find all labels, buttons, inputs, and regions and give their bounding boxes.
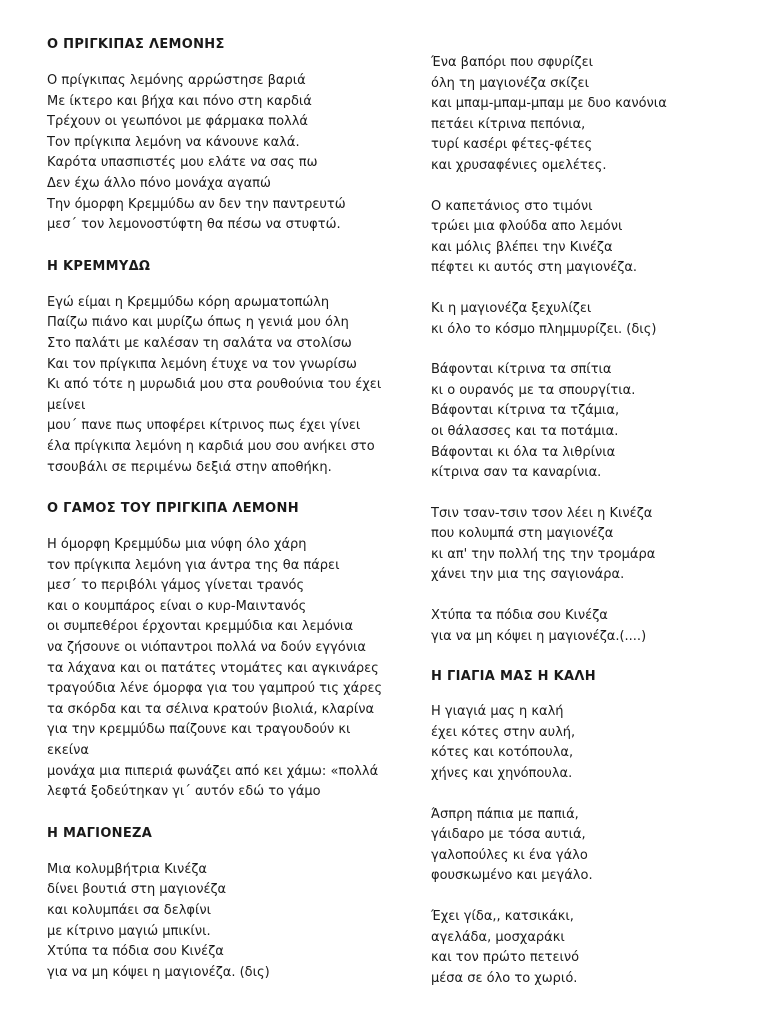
lyric-line: Η όμορφη Κρεμμύδω μια νύφη όλο χάρη xyxy=(47,537,307,553)
lyric-line: τσουβάλι σε περιμένω δεξιά στην αποθήκη. xyxy=(47,459,332,475)
lyric-line: Βάφονται κίτρινα τα σπίτια xyxy=(431,362,612,378)
lyric-line: χάνει την μια της σαγιονάρα. xyxy=(431,567,625,583)
lyric-line: Η γιαγιά μας η καλή xyxy=(431,704,564,720)
lyric-line: Κι από τότε η μυρωδιά μου στα ρουθούνια του έχει xyxy=(47,377,382,393)
lyric-line: μεσ΄ το περιβόλι γάμος γίνεται τρανός xyxy=(47,578,305,594)
lyric-line: και μπαμ-μπαμ-μπαμ με δυο κανόνια xyxy=(431,96,667,112)
lyric-line: Μια κολυμβήτρια Κινέζα xyxy=(47,861,207,877)
song-verse xyxy=(431,606,751,647)
lyric-line: Τσιν τσαν-τσιν τσον λέει η Κινέζα xyxy=(431,505,653,521)
lyric-line: τον πρίγκιπα λεμόνη για άντρα της θα πάρει xyxy=(47,557,340,573)
lyric-line: μείνει xyxy=(47,397,86,413)
lyric-line: πέφτει κι αυτός στη μαγιονέζα. xyxy=(431,260,638,276)
lyric-line: οι θάλασσες και τα ποτάμια. xyxy=(431,423,619,439)
song-verse xyxy=(47,535,407,803)
lyric-line: Χτύπα τα πόδια σου Κινέζα xyxy=(47,944,224,960)
lyric-line: Καρότα υπασπιστές μου ελάτε να σας πω xyxy=(47,155,318,171)
lyric-line: Τον πρίγκιπα λεμόνη να κάνουνε καλά. xyxy=(47,134,300,150)
lyric-line: Κι η μαγιονέζα ξεχυλίζει xyxy=(431,300,592,316)
lyric-line: έλα πρίγκιπα λεμόνη η καρδιά μου σου ανήκει στο xyxy=(47,438,375,454)
lyric-line: Στο παλάτι με καλέσαν τη σαλάτα να στολίσω xyxy=(47,335,352,351)
lyric-line: όλη τη μαγιονέζα σκίζει xyxy=(431,75,589,91)
lyric-line: Δεν έχω άλλο πόνο μονάχα αγαπώ xyxy=(47,175,271,191)
lyric-line: μεσ΄ τον λεμονοστύφτη θα πέσω να στυφτώ. xyxy=(47,217,341,233)
lyric-line: λεφτά ξοδεύτηκαν γι΄ αυτόν εδώ το γάμο xyxy=(47,784,321,800)
lyric-line: Χτύπα τα πόδια σου Κινέζα xyxy=(431,608,608,624)
lyric-line: δίνει βουτιά στη μαγιονέζα xyxy=(47,882,227,898)
lyric-line: Την όμορφη Κρεμμύδω αν δεν την παντρευτώ xyxy=(47,196,346,212)
lyric-line: Βάφονται κι όλα τα λιθρίνια xyxy=(431,444,616,460)
song-verse xyxy=(431,360,751,484)
lyric-line: εκείνα xyxy=(47,743,89,759)
lyric-line: Ο καπετάνιος στο τιμόνι xyxy=(431,198,593,214)
lyric-line: Έχει γίδα,, κατσικάκι, xyxy=(431,909,574,924)
lyric-line: με κίτρινο μαγιώ μπικίνι. xyxy=(47,923,211,939)
lyric-line: για την κρεμμύδω παίζουνε και τραγουδούν κι xyxy=(47,722,351,738)
lyric-line: Ένα βαπόρι που σφυρίζει xyxy=(431,55,594,70)
song-verse xyxy=(431,197,751,279)
lyric-line: χήνες και χηνόπουλα. xyxy=(431,766,573,782)
lyric-line: να ζήσουνε οι νιόπαντροι πολλά να δούν εγγόνια xyxy=(47,640,366,656)
lyric-line: τρώει μια φλούδα απο λεμόνι xyxy=(431,219,623,235)
lyric-line: και ο κουμπάρος είναι ο κυρ-Μαιντανός xyxy=(47,598,307,614)
lyric-line: τα σκόρδα και τα σέλινα κρατούν βιολιά, κλαρίνα xyxy=(47,701,375,717)
lyric-line: Βάφονται κίτρινα τα τζάμια, xyxy=(431,403,620,419)
song-verse xyxy=(431,53,751,177)
lyric-line: τυρί κασέρι φέτες-φέτες xyxy=(431,137,593,153)
song-title: Η ΓΙΑΓΙΑ ΜΑΣ Η ΚΑΛΗ xyxy=(431,669,596,685)
lyric-line: για να μη κόψει η μαγιονέζα.(....) xyxy=(431,628,647,644)
song-title: Ο ΠΡΙΓΚΙΠΑΣ ΛΕΜΟΝΗΣ xyxy=(47,37,225,52)
song-verse xyxy=(431,805,751,887)
lyric-line: κι όλο το κόσμο πλημμυρίζει. (δις) xyxy=(431,321,657,337)
lyric-line: Παίζω πιάνο και μυρίζω όπως η γενιά μου όλη xyxy=(47,315,349,331)
lyric-line: μονάχα μια πιπεριά φωνάζει από κει χάμω: «πολλά xyxy=(47,763,379,779)
song-title: Ο ΓΑΜΟΣ ΤΟΥ ΠΡΙΓΚΙΠΑ ΛΕΜΟΝΗ xyxy=(47,501,299,517)
lyric-line: τα λάχανα και οι πατάτες ντομάτες και αγκινάρες xyxy=(47,660,379,676)
lyric-line: Και τον πρίγκιπα λεμόνη έτυχε να τον γνωρίσω xyxy=(47,356,357,372)
lyric-line: Εγώ είμαι η Κρεμμύδω κόρη αρωματοπώλη xyxy=(47,294,330,310)
lyric-line: Με ίκτερο και βήχα και πόνο στη καρδιά xyxy=(47,93,312,109)
lyric-line: αγελάδα, μοσχαράκι xyxy=(431,929,565,945)
lyric-line: και κολυμπάει σα δελφίνι xyxy=(47,903,212,918)
lyric-line: κι απ' την πολλή της την τρομάρα xyxy=(431,546,656,562)
song-verse xyxy=(431,907,751,989)
lyric-line: γάιδαρο με τόσα αυτιά, xyxy=(431,827,586,843)
lyric-line: Άσπρη πάπια με παπιά, xyxy=(431,806,579,822)
lyric-line: που κολυμπά στη μαγιονέζα xyxy=(431,526,614,542)
lyric-line: για να μη κόψει η μαγιονέζα. (δις) xyxy=(47,964,270,980)
song-verse xyxy=(47,293,407,478)
lyric-line: τραγούδια λένε όμορφα για του γαμπρού τις χάρες xyxy=(47,681,383,697)
lyric-line: φουσκωμένο και μεγάλο. xyxy=(431,868,593,884)
lyric-line: κι ο ουρανός με τα σπουργίτια. xyxy=(431,382,636,398)
song-verse xyxy=(47,860,407,984)
song-title: Η ΚΡΕΜΜΥΔΩ xyxy=(47,258,151,274)
left-column xyxy=(47,35,407,1004)
song-verse xyxy=(431,702,751,784)
lyric-line: έχει κότες στην αυλή, xyxy=(431,724,576,740)
song-title: Η ΜΑΓΙΟΝΕΖΑ xyxy=(47,825,153,841)
song-verse xyxy=(47,71,407,236)
lyric-line: και μόλις βλέπει την Κινέζα xyxy=(431,239,613,255)
lyric-line: και τον πρώτο πετεινό xyxy=(431,950,580,966)
song-verse xyxy=(431,299,751,340)
lyric-line: Τρέχουν οι γεωπόνοι με φάρμακα πολλά xyxy=(47,114,308,130)
lyric-line: Ο πρίγκιπας λεμόνης αρρώστησε βαριά xyxy=(47,73,306,88)
lyric-line: γαλοπούλες κι ένα γάλο xyxy=(431,847,588,863)
lyric-line: και χρυσαφένιες ομελέτες. xyxy=(431,157,607,173)
song-verse xyxy=(431,504,751,586)
lyric-line: οι συμπεθέροι έρχονται κρεμμύδια και λεμόνια xyxy=(47,619,354,635)
lyric-line: μου΄ πανε πως υποφέρει κίτρινος πως έχει γίνει xyxy=(47,418,361,434)
lyric-line: κίτρινα σαν τα καναρίνια. xyxy=(431,465,602,481)
lyric-line: πετάει κίτρινα πεπόνια, xyxy=(431,116,586,132)
lyric-line: κότες και κοτόπουλα, xyxy=(431,745,574,761)
lyric-line: μέσα σε όλο το χωριό. xyxy=(431,970,578,986)
right-column xyxy=(431,53,751,1009)
